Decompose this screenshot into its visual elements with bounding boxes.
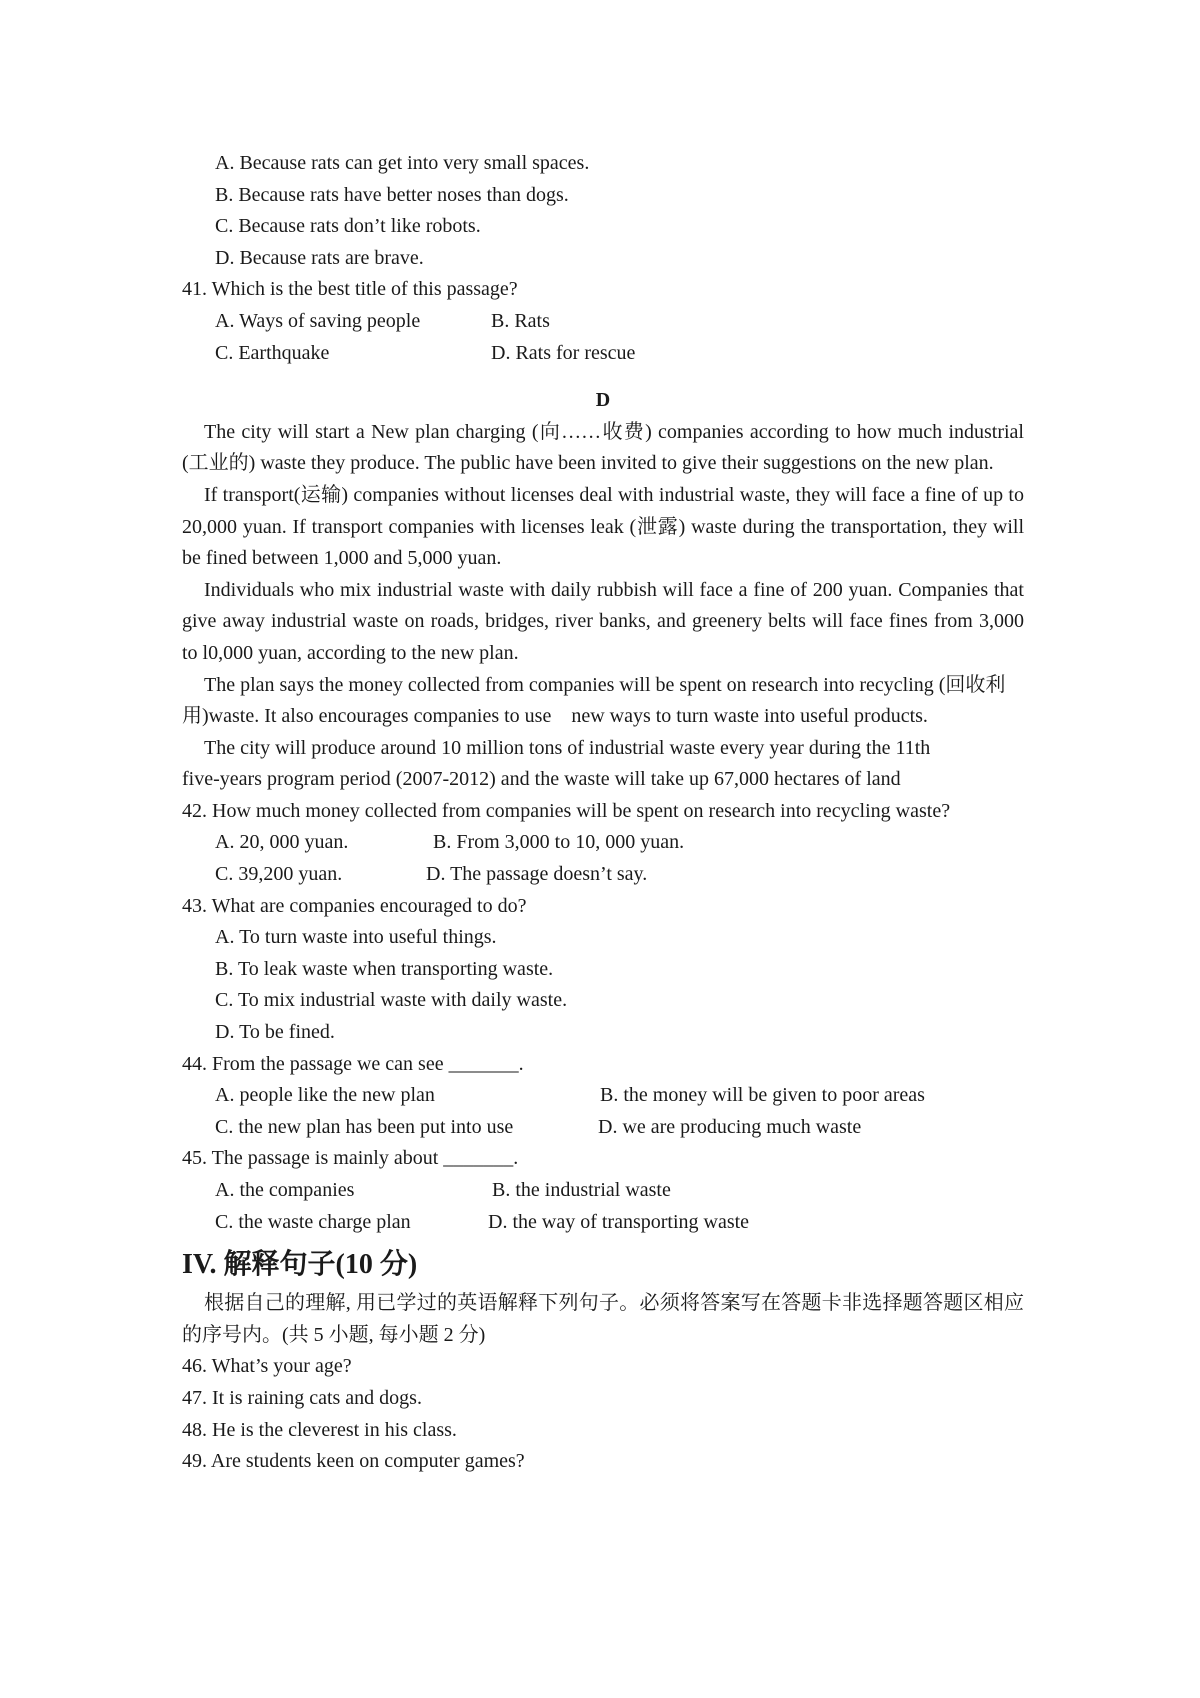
q40-options — [182, 148, 1024, 274]
q44-option-c: C. the new plan has been put into use — [215, 1115, 514, 1138]
section-4 — [182, 1242, 1024, 1478]
q43-option-c: C. To mix industrial waste with daily waste. — [215, 989, 568, 1012]
q42-option-a: A. 20, 000 yuan. — [215, 831, 349, 854]
q43-option-a: A. To turn waste into useful things. — [215, 926, 497, 949]
q45-option-b: B. the industrial waste — [492, 1179, 671, 1201]
q42-text: 42. How much money collected from companies will be spent on research into recycling waste? — [182, 799, 951, 822]
passage-label: D — [595, 389, 611, 412]
q44-option-d: D. we are producing much waste — [598, 1115, 862, 1138]
q44-option-a: A. people like the new plan — [215, 1084, 435, 1107]
question-41 — [182, 274, 1024, 369]
question-43 — [182, 891, 1024, 1049]
section-4-title: IV. 解释句子(10 分) — [182, 1249, 418, 1281]
passage-d — [182, 385, 1024, 796]
q41-option-c: C. Earthquake — [215, 341, 330, 364]
section-4-instruction: 根据自己的理解, 用已学过的英语解释下列句子。必须将答案写在答题卡非选择题答题区相应的序号内。(共 5 小题, 每小题 2 分) — [182, 1292, 1024, 1346]
passage-paragraph-2: If transport(运输) companies without licenses deal with industrial waste, they will face a fine of up to 20,000 yuan. If transport companies with licenses leak (泄露) waste during the transportation, they will be fined between 1,000 and 5,000 yuan. — [182, 483, 1024, 570]
q42-option-d: D. The passage doesn’t say. — [426, 863, 648, 886]
passage-paragraph-4: The plan says the money collected from companies will be spent on research into recycling (回收利用)waste. It also encourages companies to use new ways to turn waste into useful products. — [182, 673, 1006, 728]
q41-text: 41. Which is the best title of this passage? — [182, 278, 518, 301]
q46-text: 46. What’s your age? — [182, 1355, 352, 1378]
q41-option-b: B. Rats — [491, 309, 550, 332]
passage-paragraph-3: Individuals who mix industrial waste with daily rubbish will face a fine of 200 yuan. Companies that give away industrial waste on roads, bridges, river banks, and greenery belts will face fines from 3,000 to l0,000 yuan, according to the new plan. — [182, 578, 1024, 664]
q43-option-d: D. To be fined. — [215, 1021, 335, 1044]
q44-option-b: B. the money will be given to poor areas — [600, 1084, 925, 1107]
question-42 — [182, 796, 1024, 891]
q44-text: 44. From the passage we can see _______. — [182, 1052, 524, 1075]
q47-text: 47. It is raining cats and dogs. — [182, 1386, 422, 1409]
passage-paragraph-5-line-2: five-years program period (2007-2012) and the waste will take up 67,000 hectares of land — [182, 768, 901, 791]
q42-option-c: C. 39,200 yuan. — [215, 863, 343, 886]
q48-text: 48. He is the cleverest in his class. — [182, 1418, 457, 1441]
passage-paragraph-5-line-1: The city will produce around 10 million tons of industrial waste every year during the 11th — [204, 736, 931, 759]
q43-option-b: B. To leak waste when transporting waste. — [215, 957, 554, 980]
q45-option-c: C. the waste charge plan — [215, 1210, 411, 1233]
q40-option-a: A. Because rats can get into very small spaces. — [215, 152, 590, 174]
q41-option-d: D. Rats for rescue — [491, 341, 636, 364]
q40-option-d: D. Because rats are brave. — [215, 246, 424, 269]
q45-option-d: D. the way of transporting waste — [488, 1210, 750, 1233]
q40-option-c: C. Because rats don’t like robots. — [215, 215, 481, 238]
exam-page — [182, 148, 1024, 1478]
q45-text: 45. The passage is mainly about _______. — [182, 1147, 519, 1170]
question-45 — [182, 1143, 1024, 1238]
q49-text: 49. Are students keen on computer games? — [182, 1450, 525, 1473]
q40-option-b: B. Because rats have better noses than dogs. — [215, 183, 569, 206]
question-44 — [182, 1049, 1024, 1144]
q43-text: 43. What are companies encouraged to do? — [182, 894, 527, 917]
q45-option-a: A. the companies — [215, 1179, 355, 1201]
passage-paragraph-1: The city will start a New plan charging (向……收费) companies according to how much industrial (工业的) waste they produce. The public have been invited to give their suggestions on the new plan. — [182, 420, 1024, 475]
q41-option-a: A. Ways of saving people — [215, 309, 421, 332]
q42-option-b: B. From 3,000 to 10, 000 yuan. — [433, 831, 685, 854]
